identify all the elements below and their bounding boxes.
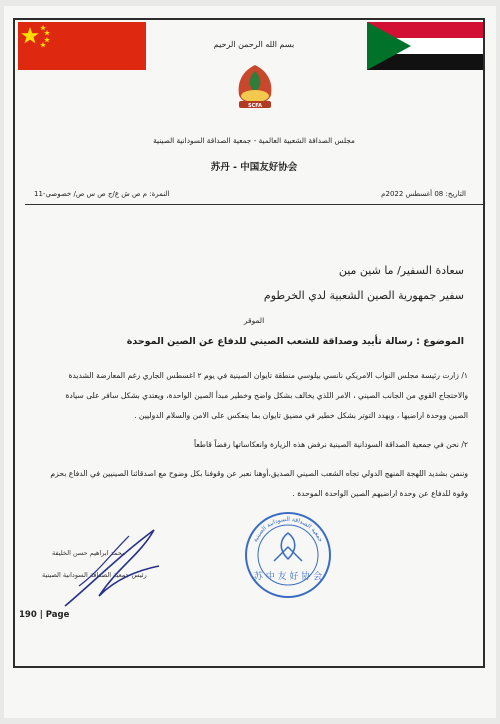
organization-name-chinese: 苏丹 - 中国友好协会 bbox=[210, 162, 298, 173]
honorific: الموقر bbox=[243, 316, 265, 325]
svg-text:جمعية الصداقة السودانية الصيني: جمعية الصداقة السودانية الصينية bbox=[251, 515, 325, 544]
addressee-title: سفير جمهورية الصين الشعبية لدي الخرطوم bbox=[263, 289, 464, 302]
body-line: ١/ زارت رئيسة مجلس النواب الامريكي نانسي بيلوسي منطقة تايوان الصينية في يوم ٢ اغسطس الجاري رغم المعارضة الشديدة bbox=[68, 371, 468, 380]
body-line: وننمن بشديد اللهجة المنهج الدولي تجاه الشعب الصيني الصديق،أوهنا نعبر عن وقوفنا بكل وضوح مع اصدقائنا الصينيين في الدفاع بحزم bbox=[50, 469, 468, 478]
svg-text:SCFA: SCFA bbox=[248, 103, 262, 109]
letter-date: التاريخ: 08 أغسطس 2022م bbox=[381, 190, 466, 198]
official-stamp bbox=[242, 509, 334, 601]
association-logo-icon bbox=[233, 63, 277, 113]
reference-number: النمرة: م ص ش ع/ج ص س ص/ خصوصي-11 bbox=[34, 190, 170, 198]
subject-line: الموضوع : رسالة تأييد وصداقة للشعب الصيني للدفاع عن الصين الموحدة bbox=[126, 336, 464, 347]
body-line: وقوة للدفاع عن وحدة اراضيهم الصين الواحدة الموحدة . bbox=[292, 489, 468, 498]
body-line: الصين ووحدة اراضيها ، ويهدد التوتر بشكل خطير في مضيق تايوان بما ينعكس على الامن والسلام الدوليين . bbox=[134, 411, 468, 420]
body-line: والاحتجاج القوي من الجانب الصيني ، الامر اللذي يخالف بشكل واضح وخطير مبدأ الصين الواحدة، ويعتدي بشكل سافر على سيادة bbox=[65, 391, 468, 400]
svg-text:苏 中 友 好 协 会: 苏 中 友 好 协 会 bbox=[253, 572, 323, 582]
header-divider bbox=[25, 204, 483, 205]
body-line: ٢/ نحن في جمعية الصداقة السودانية الصينية نرفض هذه الزيارة وانعكاساتها رفضاً قاطعاً bbox=[193, 440, 468, 449]
addressee-name: سعادة السفير/ ما شين مين bbox=[338, 264, 464, 277]
basmala: بسم الله الرحمن الرحيم bbox=[213, 40, 295, 49]
signatory-name: محمد ابراهيم حسن الخليفة bbox=[52, 549, 126, 557]
organization-name-arabic: مجلس الصداقة الشعبية العالمية - جمعية الصداقة السودانية الصينية bbox=[153, 136, 355, 145]
handwritten-signature bbox=[59, 526, 169, 611]
signatory-title: رئيس جمعية الصداقة السودانية الصينية bbox=[42, 571, 147, 579]
letter-page bbox=[4, 6, 496, 718]
page-number: 190 | Page bbox=[19, 610, 70, 620]
